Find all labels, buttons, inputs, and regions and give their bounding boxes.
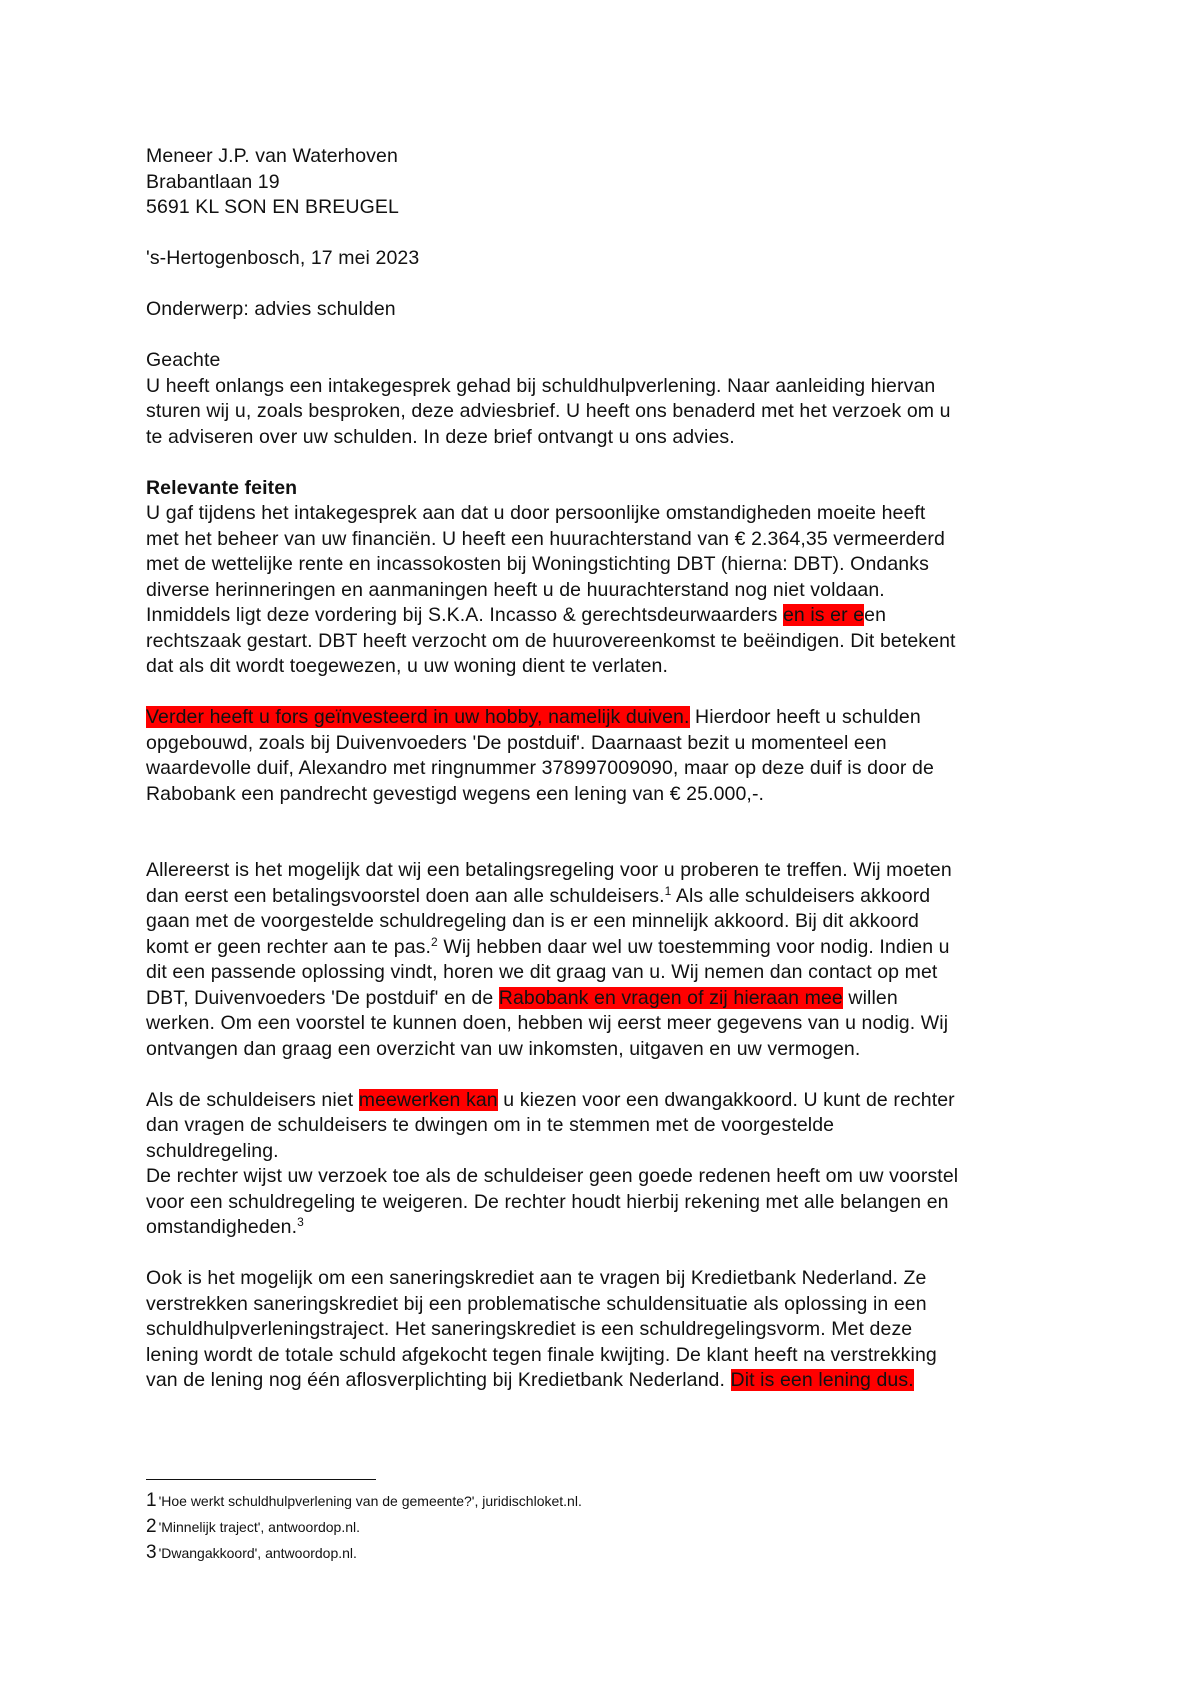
credit-paragraph	[146, 1266, 1080, 1394]
footnote-item	[146, 1488, 582, 1514]
recipient-city: 5691 KL SON EN BREUGEL	[146, 196, 399, 218]
text-run: omstandigheden.	[146, 1216, 298, 1238]
facts-heading: Relevante feiten	[146, 476, 298, 499]
text-run: komt er geen rechter aan te pas.	[146, 935, 432, 958]
forced-line: dan vragen de schuldeisers te dwingen om in te stemmen met de voorgestelde	[146, 1114, 835, 1136]
highlighted-text: meewerken kan	[358, 1088, 498, 1111]
highlighted-text: Verder heeft u fors geïnvesteerd in uw hobby, namelijk duiven.	[146, 706, 690, 728]
footnote-number: 3	[146, 1542, 157, 1563]
address-block	[146, 144, 1080, 221]
highlighted-text: Rabobank en vragen of zij hieraan mee	[498, 986, 843, 1009]
credit-line	[146, 1368, 1080, 1394]
text-run: Hierdoor heeft u schulden	[689, 706, 921, 728]
footnote-item	[146, 1540, 582, 1566]
footnote-separator	[146, 1479, 376, 1480]
arrangement-line: ontvangen dan graag een overzicht van uw inkomsten, uitgaven en uw vermogen.	[146, 1037, 861, 1060]
facts-line: rechtszaak gestart. DBT heeft verzocht om de huurovereenkomst te beëindigen. Dit betekent	[146, 629, 956, 652]
facts-line: U gaf tijdens het intakegesprek aan dat u door persoonlijke omstandigheden moeite heeft	[146, 502, 926, 524]
arrangement-line: werken. Om een voorstel te kunnen doen, hebben wij eerst meer gegevens van u nodig. Wij	[146, 1012, 949, 1034]
intro-line: U heeft onlangs een intakegesprek gehad bij schuldhulpverlening. Naar aanleiding hiervan	[146, 374, 936, 397]
footnote-ref[interactable]: 2	[431, 934, 438, 949]
forced-line: schuldregeling.	[146, 1139, 279, 1162]
intro-line: te adviseren over uw schulden. In deze brief ontvangt u ons advies.	[146, 425, 735, 448]
facts-line: met de wettelijke rente en incassokosten bij Woningstichting DBT (hierna: DBT). Ondanks	[146, 553, 929, 575]
footnote-text: 'Hoe werkt schuldhulpverlening van de gemeente?', juridischloket.nl.	[158, 1493, 582, 1509]
facts-line	[146, 603, 1080, 629]
place-date: 's-Hertogenbosch, 17 mei 2023	[146, 247, 420, 269]
text-run: Als de schuldeisers niet	[146, 1088, 359, 1111]
facts-line: met het beheer van uw financiën. U heeft een huurachterstand van € 2.364,35 vermeerderd	[146, 527, 945, 550]
footnote-item	[146, 1514, 582, 1540]
forced-agreement-paragraph	[146, 1088, 1080, 1241]
credit-line: Ook is het mogelijk om een saneringskrediet aan te vragen bij Kredietbank Nederland. Ze	[146, 1267, 927, 1289]
recipient-street: Brabantlaan 19	[146, 170, 280, 193]
text-run: Als alle schuldeisers akkoord	[671, 884, 931, 907]
footnotes	[146, 1488, 582, 1566]
text-run: dan eerst een betalingsvoorstel doen aan alle schuldeisers.	[146, 884, 665, 907]
facts-line: diverse herinneringen en aanmaningen heeft u de huurachterstand nog niet voldaan.	[146, 578, 885, 601]
hobby-line	[146, 705, 1080, 731]
hobby-line: Rabobank een pandrecht gevestigd wegens een lening van € 25.000,-.	[146, 782, 765, 805]
hobby-line: opgebouwd, zoals bij Duivenvoeders 'De postduif'. Daarnaast bezit u momenteel een	[146, 731, 887, 754]
text-run: van de lening nog één aflosverplichting bij Kredietbank Nederland.	[146, 1369, 731, 1391]
text-run: Wij hebben daar wel uw toestemming voor nodig. Indien u	[437, 935, 950, 958]
credit-line: lening wordt de totale schuld afgekocht tegen finale kwijting. De klant heeft na verstrekking	[146, 1343, 937, 1366]
recipient-name: Meneer J.P. van Waterhoven	[146, 145, 398, 167]
arrangement-paragraph	[146, 858, 1080, 1062]
text-run: u kiezen voor een dwangakkoord. U kunt de rechter	[497, 1088, 955, 1111]
forced-line: voor een schuldregeling te weigeren. De rechter houdt hierbij rekening met alle belangen en	[146, 1190, 949, 1213]
footnote-number: 2	[146, 1516, 157, 1537]
footnote-text: 'Minnelijk traject', antwoordop.nl.	[158, 1519, 361, 1535]
salutation: Geachte	[146, 349, 221, 371]
text-run: DBT, Duivenvoeders 'De postduif' en de	[146, 986, 499, 1009]
footnote-number: 1	[146, 1490, 157, 1511]
forced-line	[146, 1215, 1080, 1241]
footnote-text: 'Dwangakkoord', antwoordop.nl.	[158, 1545, 357, 1561]
facts-line: dat als dit wordt toegewezen, u uw woning dient te verlaten.	[146, 655, 668, 677]
text-run: en	[864, 604, 887, 626]
forced-line	[146, 1088, 1080, 1114]
hobby-line: waardevolle duif, Alexandro met ringnummer 378997009090, maar op deze duif is door de	[146, 757, 934, 779]
text-run: Inmiddels ligt deze vordering bij S.K.A. Incasso & gerechtsdeurwaarders	[146, 604, 783, 626]
intro-paragraph	[146, 374, 1080, 451]
text-run: willen	[842, 986, 898, 1009]
arrangement-line: gaan met de voorgestelde schuldregeling dan is er een minnelijk akkoord. Bij dit akkoord	[146, 910, 919, 932]
arrangement-line	[146, 935, 1080, 961]
credit-line: verstrekken saneringskrediet bij een problematische schuldensituatie als oplossing in een	[146, 1292, 927, 1315]
hobby-paragraph	[146, 705, 1080, 807]
subject-line: Onderwerp: advies schulden	[146, 298, 396, 320]
arrangement-line	[146, 986, 1080, 1012]
highlighted-text: Dit is een lening dus.	[730, 1369, 914, 1391]
forced-line: De rechter wijst uw verzoek toe als de schuldeiser geen goede redenen heeft om uw voorstel	[146, 1165, 959, 1187]
credit-line: schuldhulpverleningstraject. Het saneringskrediet is een schuldregelingsvorm. Met deze	[146, 1318, 913, 1340]
arrangement-line	[146, 884, 1080, 910]
footnote-ref[interactable]: 3	[297, 1215, 304, 1229]
arrangement-line: Allereerst is het mogelijk dat wij een betalingsregeling voor u proberen te treffen. Wij moeten	[146, 859, 952, 881]
footnote-ref[interactable]: 1	[664, 883, 672, 898]
highlighted-text: en is er e	[782, 604, 865, 626]
arrangement-line: dit een passende oplossing vindt, horen we dit graag van u. Wij nemen dan contact op met	[146, 961, 938, 983]
letter-body	[146, 144, 1080, 1394]
facts-section	[146, 476, 1080, 680]
intro-line: sturen wij u, zoals besproken, deze adviesbrief. U heeft ons benaderd met het verzoek om u	[146, 400, 951, 422]
